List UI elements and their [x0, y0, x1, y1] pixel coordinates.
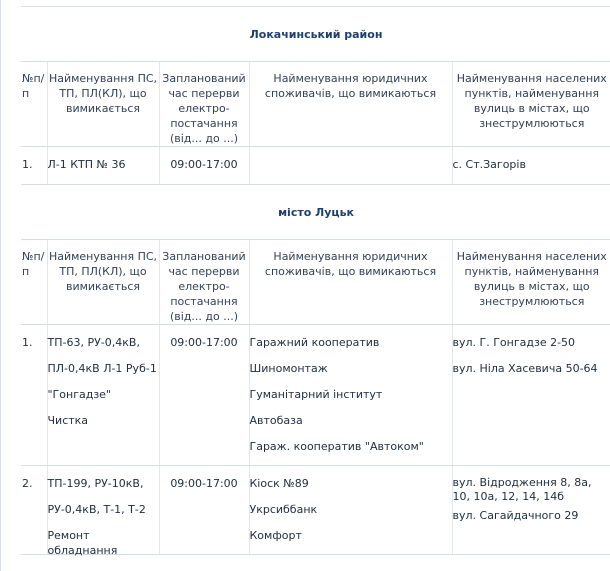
consumer-line: Гараж. кооператив "Автоком" [249, 440, 424, 453]
object-line: Л-1 КТП № 36 [47, 158, 126, 171]
row-streets [452, 147, 610, 185]
header-object: Найменування ПС, ТП, ПЛ(КЛ), що вимикається [47, 62, 159, 147]
consumer-line: Шиномонтаж [249, 362, 328, 375]
header-streets: Найменування населених пунктів, найменування вулиць в містах, що знеструмлюються [452, 240, 610, 325]
header-num: №п/п [21, 240, 47, 325]
header-consumers: Найменування юридичних споживачів, що вимикаються [249, 240, 452, 325]
street-line: с. Ст.Загорів [452, 158, 526, 171]
table-row [21, 147, 610, 185]
row-consumers [249, 325, 452, 466]
consumer-line: Укрсиббанк [249, 503, 318, 516]
street-line: вул. Сагайдачного 29 [452, 509, 579, 522]
row-time: 09:00-17:00 [159, 325, 249, 466]
consumer-line: Гаражний кооператив [249, 336, 380, 349]
row-num: 2. [21, 466, 47, 555]
consumer-line: Комфорт [249, 529, 302, 542]
table-row [21, 466, 610, 555]
object-line: ТП-63, РУ-0,4кВ, [47, 336, 140, 349]
object-line: ПЛ-0,4кВ Л-1 Руб-1 [47, 362, 157, 375]
header-time: Запланований час перерви електро-постачання (від... до ...) [159, 240, 249, 325]
row-time: 09:00-17:00 [159, 466, 249, 555]
object-line: "Гонгадзе" [47, 388, 111, 401]
row-consumers [249, 466, 452, 555]
section-header [21, 185, 610, 240]
header-num: №п/п [21, 62, 47, 147]
table-row [21, 325, 610, 466]
street-line: вул. Ніла Хасевича 50-64 [452, 362, 598, 375]
object-line: Ремонт обладнання [47, 529, 118, 557]
header-object: Найменування ПС, ТП, ПЛ(КЛ), що вимикається [47, 240, 159, 325]
row-object [47, 325, 159, 466]
section-title: місто Луцьк [21, 185, 610, 240]
section-title: Локачинський район [21, 7, 610, 62]
object-line: ТП-199, РУ-10кВ, [47, 477, 144, 490]
consumer-line: Кіоск №89 [249, 477, 309, 490]
row-num: 1. [21, 147, 47, 185]
object-line: РУ-0,4кВ, Т-1, Т-2 [47, 503, 146, 516]
row-object [47, 147, 159, 185]
row-consumers [249, 147, 452, 185]
header-time: Запланований час перерви електро-постачання (від... до ...) [159, 62, 249, 147]
street-line: вул. Відродження 8, 8а, 10, 10а, 12, 14, 14б [452, 476, 592, 503]
outage-table [21, 7, 610, 555]
column-headers [21, 240, 610, 325]
row-num: 1. [21, 325, 47, 466]
street-line: вул. Г. Гонгадзе 2-50 [452, 336, 576, 349]
object-line: Чистка [47, 414, 89, 427]
row-streets [452, 466, 610, 555]
row-time: 09:00-17:00 [159, 147, 249, 185]
header-consumers: Найменування юридичних споживачів, що вимикаються [249, 62, 452, 147]
section-header [21, 7, 610, 62]
header-streets: Найменування населених пунктів, найменування вулиць в містах, що знеструмлюються [452, 62, 610, 147]
column-headers [21, 62, 610, 147]
row-object [47, 466, 159, 555]
consumer-line: Гуманітарний інститут [249, 388, 383, 401]
consumer-line: Автобаза [249, 414, 303, 427]
row-streets [452, 325, 610, 466]
